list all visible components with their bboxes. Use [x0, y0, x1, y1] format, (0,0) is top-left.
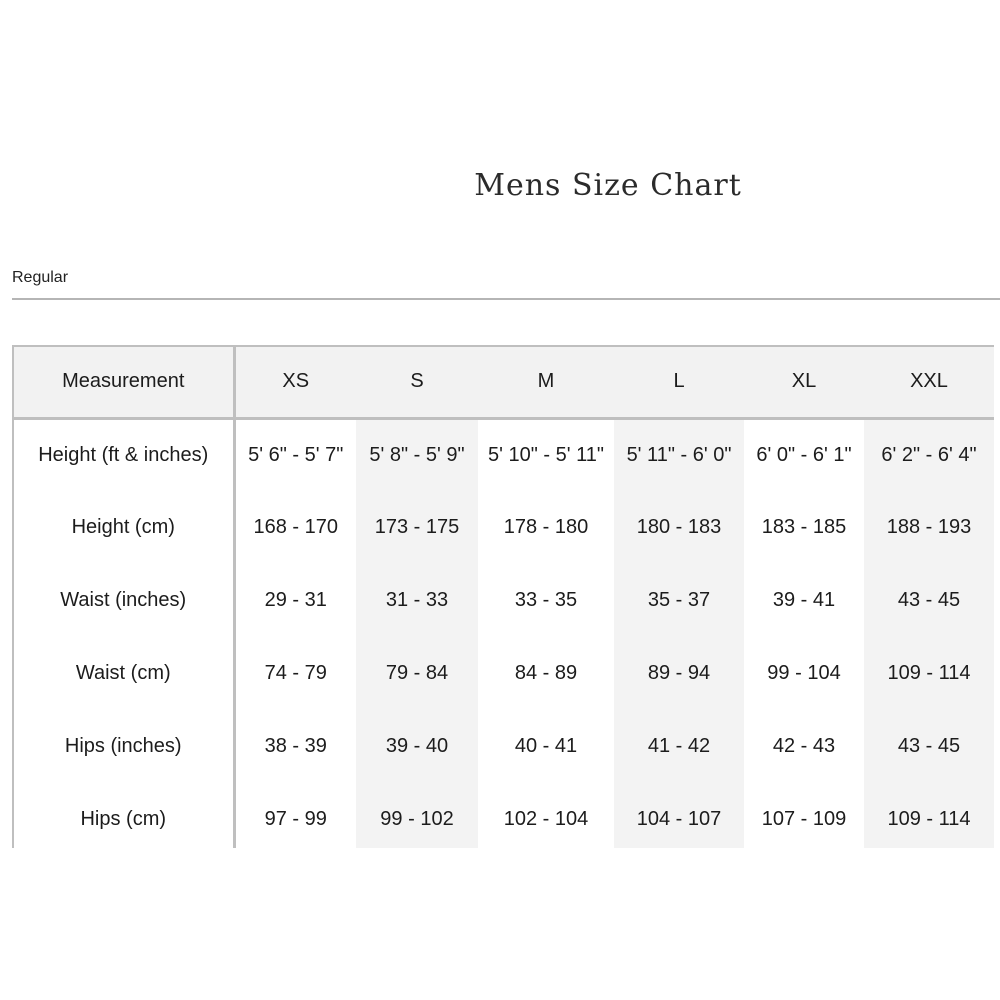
- table-cell: 178 - 180: [478, 491, 614, 564]
- table-cell: 38 - 39: [234, 710, 356, 783]
- row-label: Height (ft & inches): [14, 418, 234, 491]
- table-cell: 40 - 41: [478, 710, 614, 783]
- table-row: [14, 491, 994, 564]
- table-cell: 109 - 114: [864, 783, 994, 848]
- row-label: Waist (inches): [14, 564, 234, 637]
- table-cell: 89 - 94: [614, 637, 744, 710]
- table-cell: 6' 2" - 6' 4": [864, 418, 994, 491]
- table-cell: 99 - 104: [744, 637, 864, 710]
- table-row: [14, 564, 994, 637]
- table-cell: 39 - 41: [744, 564, 864, 637]
- page-title: Mens Size Chart: [474, 168, 742, 203]
- row-label: Hips (inches): [14, 710, 234, 783]
- row-label: Height (cm): [14, 491, 234, 564]
- table-cell: 43 - 45: [864, 564, 994, 637]
- table-cell: 188 - 193: [864, 491, 994, 564]
- size-table: [14, 345, 994, 848]
- header-measurement: Measurement: [14, 346, 234, 418]
- table-cell: 43 - 45: [864, 710, 994, 783]
- table-cell: 74 - 79: [234, 637, 356, 710]
- header-size-xs: XS: [234, 346, 356, 418]
- table-cell: 183 - 185: [744, 491, 864, 564]
- table-cell: 99 - 102: [356, 783, 478, 848]
- table-cell: 104 - 107: [614, 783, 744, 848]
- table-cell: 5' 8" - 5' 9": [356, 418, 478, 491]
- table-row: [14, 710, 994, 783]
- header-size-m: M: [478, 346, 614, 418]
- table-cell: 29 - 31: [234, 564, 356, 637]
- header-size-l: L: [614, 346, 744, 418]
- header-size-xxl: XXL: [864, 346, 994, 418]
- table-cell: 180 - 183: [614, 491, 744, 564]
- table-cell: 39 - 40: [356, 710, 478, 783]
- size-table-container: [12, 345, 1000, 848]
- table-header-row: [14, 346, 994, 418]
- table-cell: 42 - 43: [744, 710, 864, 783]
- table-cell: 109 - 114: [864, 637, 994, 710]
- table-cell: 5' 6" - 5' 7": [234, 418, 356, 491]
- header-size-xl: XL: [744, 346, 864, 418]
- row-label: Hips (cm): [14, 783, 234, 848]
- table-cell: 107 - 109: [744, 783, 864, 848]
- table-cell: 102 - 104: [478, 783, 614, 848]
- table-cell: 97 - 99: [234, 783, 356, 848]
- table-cell: 168 - 170: [234, 491, 356, 564]
- table-cell: 173 - 175: [356, 491, 478, 564]
- table-cell: 33 - 35: [478, 564, 614, 637]
- table-cell: 35 - 37: [614, 564, 744, 637]
- table-row: [14, 418, 994, 491]
- section-divider: [12, 298, 1000, 300]
- row-label: Waist (cm): [14, 637, 234, 710]
- header-size-s: S: [356, 346, 478, 418]
- table-row: [14, 637, 994, 710]
- section-label-regular: Regular: [12, 269, 69, 286]
- table-cell: 79 - 84: [356, 637, 478, 710]
- table-cell: 6' 0" - 6' 1": [744, 418, 864, 491]
- table-cell: 5' 11" - 6' 0": [614, 418, 744, 491]
- table-cell: 31 - 33: [356, 564, 478, 637]
- table-cell: 41 - 42: [614, 710, 744, 783]
- table-cell: 5' 10" - 5' 11": [478, 418, 614, 491]
- table-row: [14, 783, 994, 848]
- table-cell: 84 - 89: [478, 637, 614, 710]
